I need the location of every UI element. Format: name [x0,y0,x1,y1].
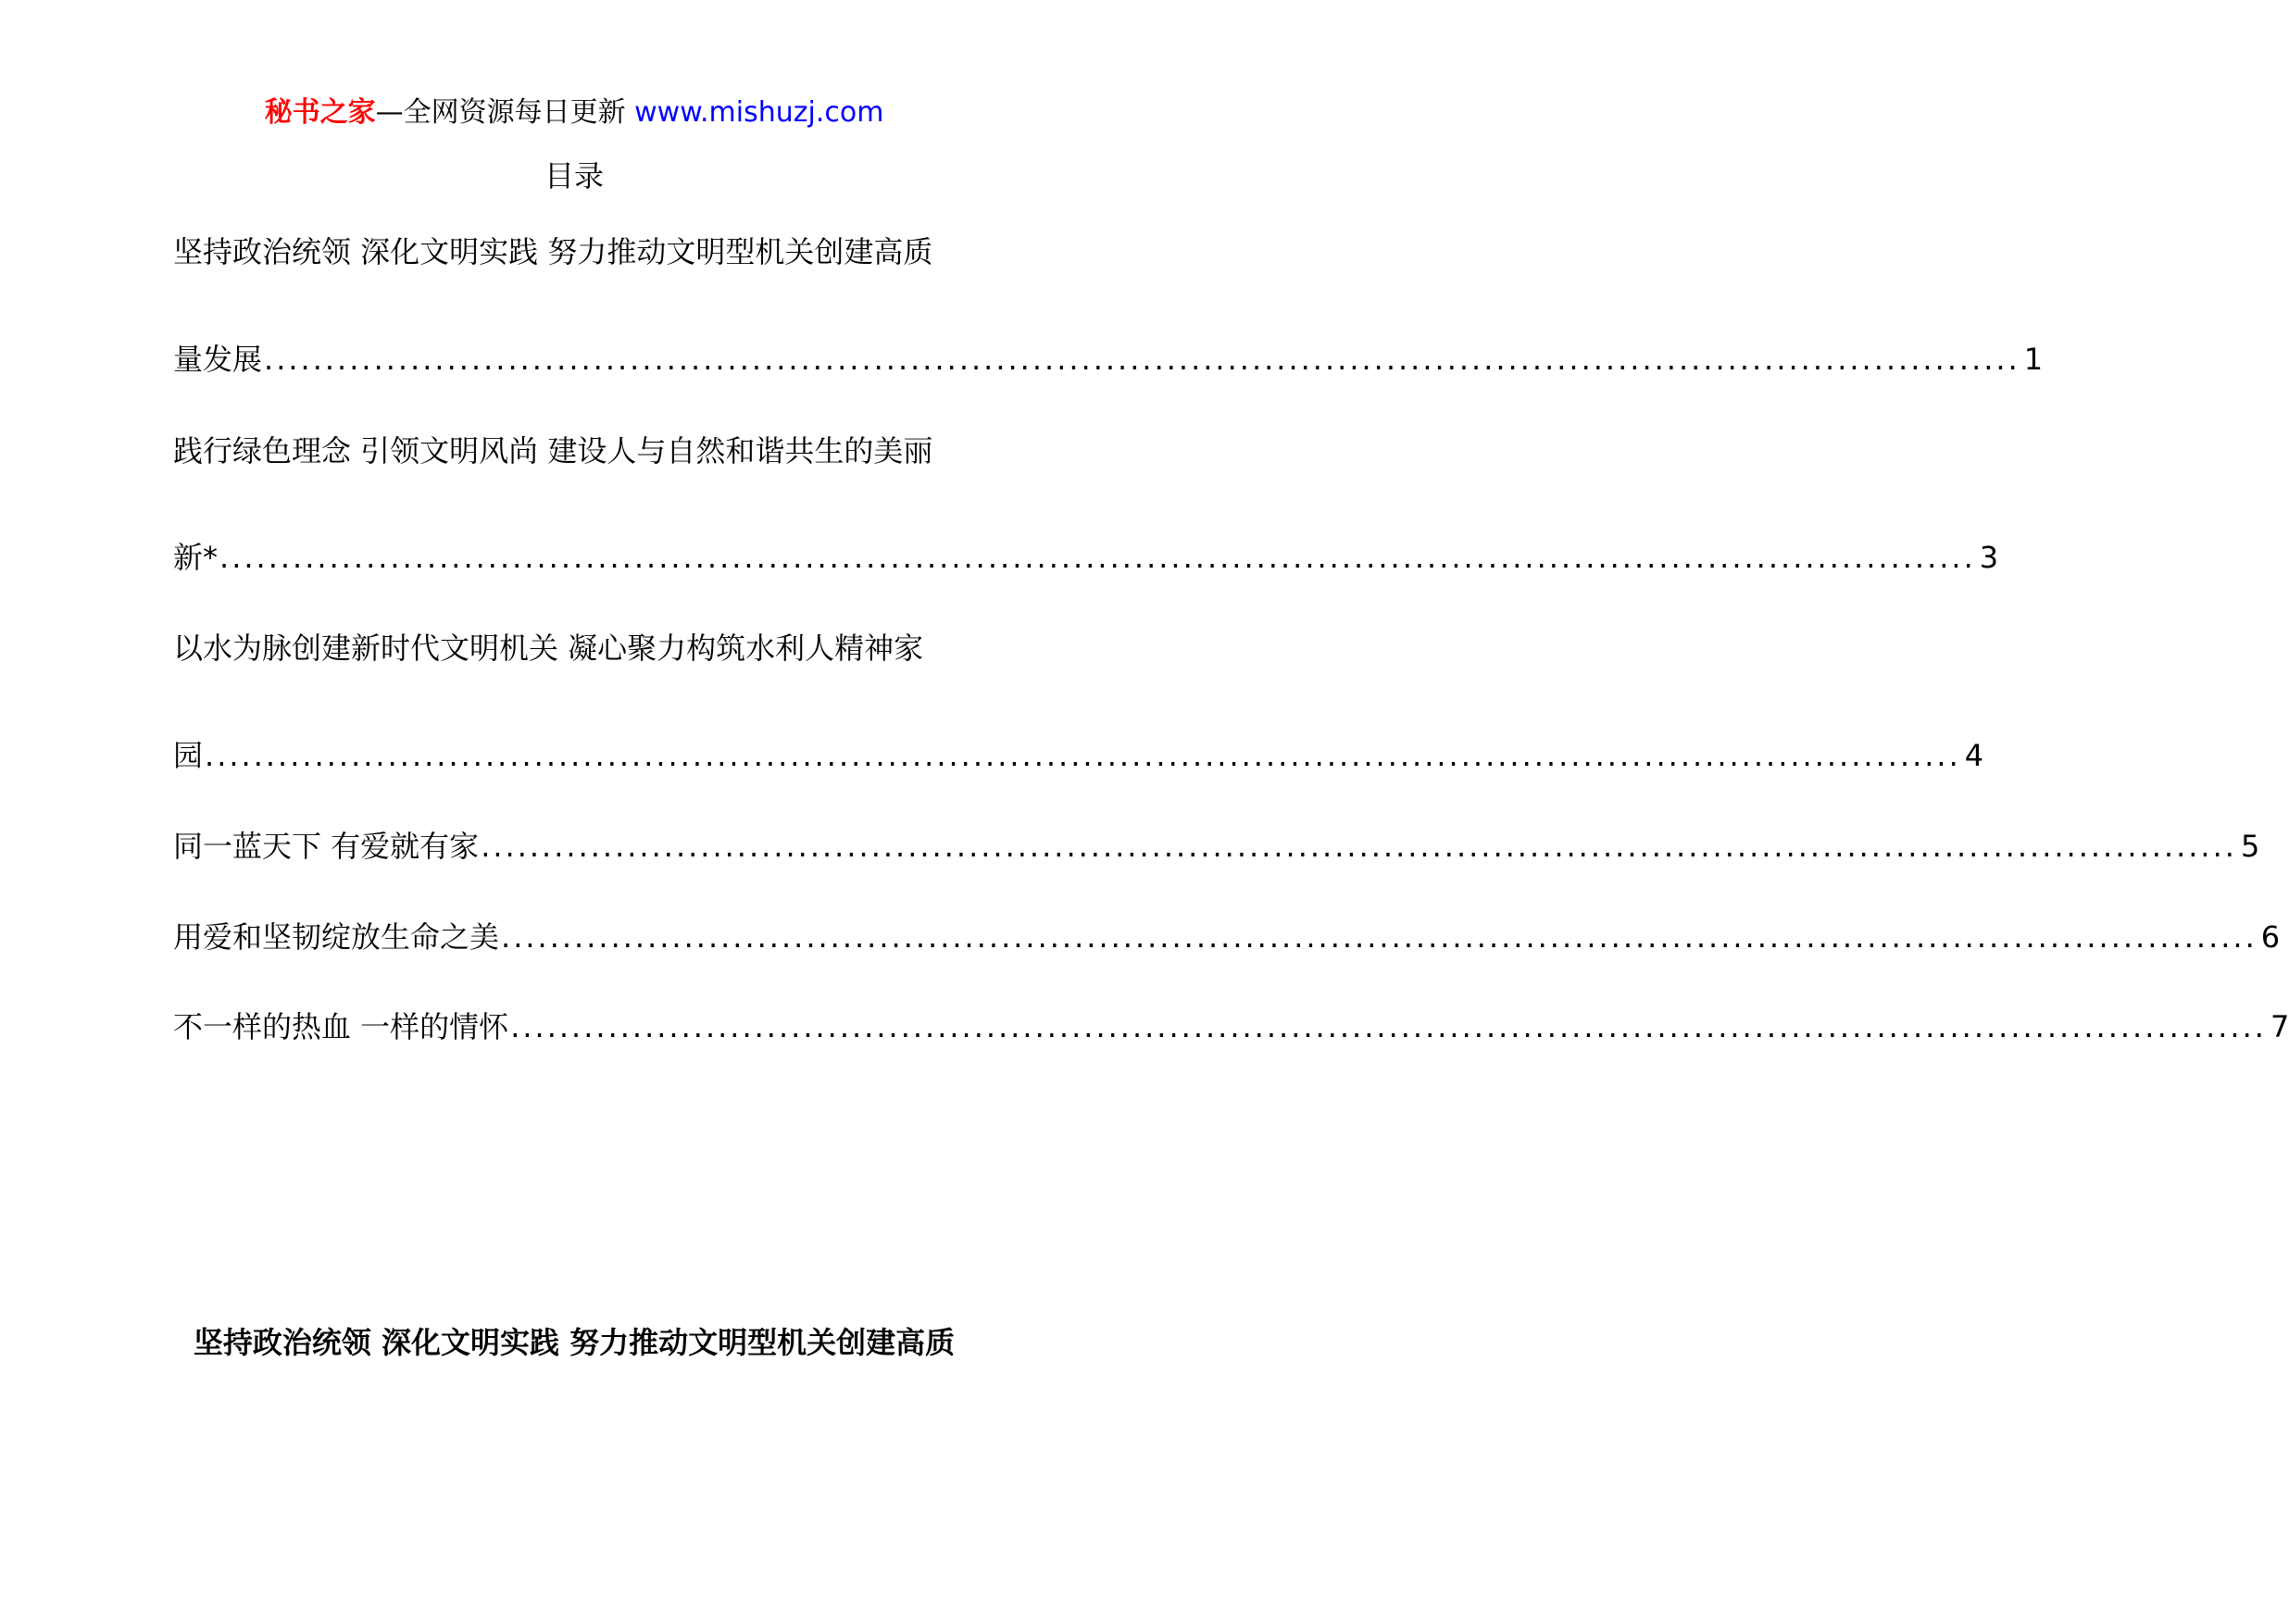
toc-entry-2[interactable] [173,537,1999,578]
toc-page-number: 6 [2260,919,2281,955]
dot-leader: ................................................................................................................................................ [205,738,1961,773]
toc-page-number: 4 [1964,738,1984,773]
toc-entry-title: 用爱和坚韧绽放生命之美 [173,919,500,955]
toc-entry-title: 园 [173,738,204,773]
dot-leader: ................................................................................................................................................ [501,919,2258,955]
toc-entry-5[interactable] [173,917,2281,957]
article-heading: 坚持政治统领 深化文明实践 努力推动文明型机关创建高质 [193,1325,956,1360]
toc-page-number: 5 [2240,829,2260,864]
toc-page-number: 1 [2023,342,2044,377]
toc-page-number: 7 [2270,1009,2289,1044]
dot-leader: ................................................................................................................................................ [481,829,2237,864]
dot-leader: ................................................................................................................................................ [219,540,1976,575]
toc-entry-title: 不一样的热血 一样的情怀 [173,1009,509,1044]
toc-entry-3-line1[interactable]: 以水为脉创建新时代文明机关 凝心聚力构筑水利人精神家 [173,631,924,666]
toc-entry-1[interactable] [173,339,2044,380]
brand-name: 秘书之家 [264,96,376,129]
toc-title: 目录 [544,158,604,194]
toc-entry-2-line1[interactable]: 践行绿色理念 引领文明风尚 建设人与自然和谐共生的美丽 [173,433,933,468]
header-tagline: —全网资源每日更新 [375,96,635,129]
toc-entry-4[interactable] [173,826,2260,867]
toc-entry-title: 同一蓝天下 有爱就有家 [173,829,480,864]
toc-page-number: 3 [1979,540,1999,575]
toc-entry-3[interactable] [173,735,1984,776]
toc-entry-title: 量发展 [173,342,263,377]
toc-entry-title: 新* [173,540,219,575]
toc-entry-6[interactable] [173,1006,2289,1047]
site-header [0,93,1148,133]
toc-entry-1-line1[interactable]: 坚持政治统领 深化文明实践 努力推动文明型机关创建高质 [173,234,933,269]
dot-leader: ................................................................................................................................................ [510,1009,2267,1044]
dot-leader: ................................................................................................................................................ [264,342,2020,377]
site-url-link[interactable]: www.mishuzj.com [634,96,884,129]
